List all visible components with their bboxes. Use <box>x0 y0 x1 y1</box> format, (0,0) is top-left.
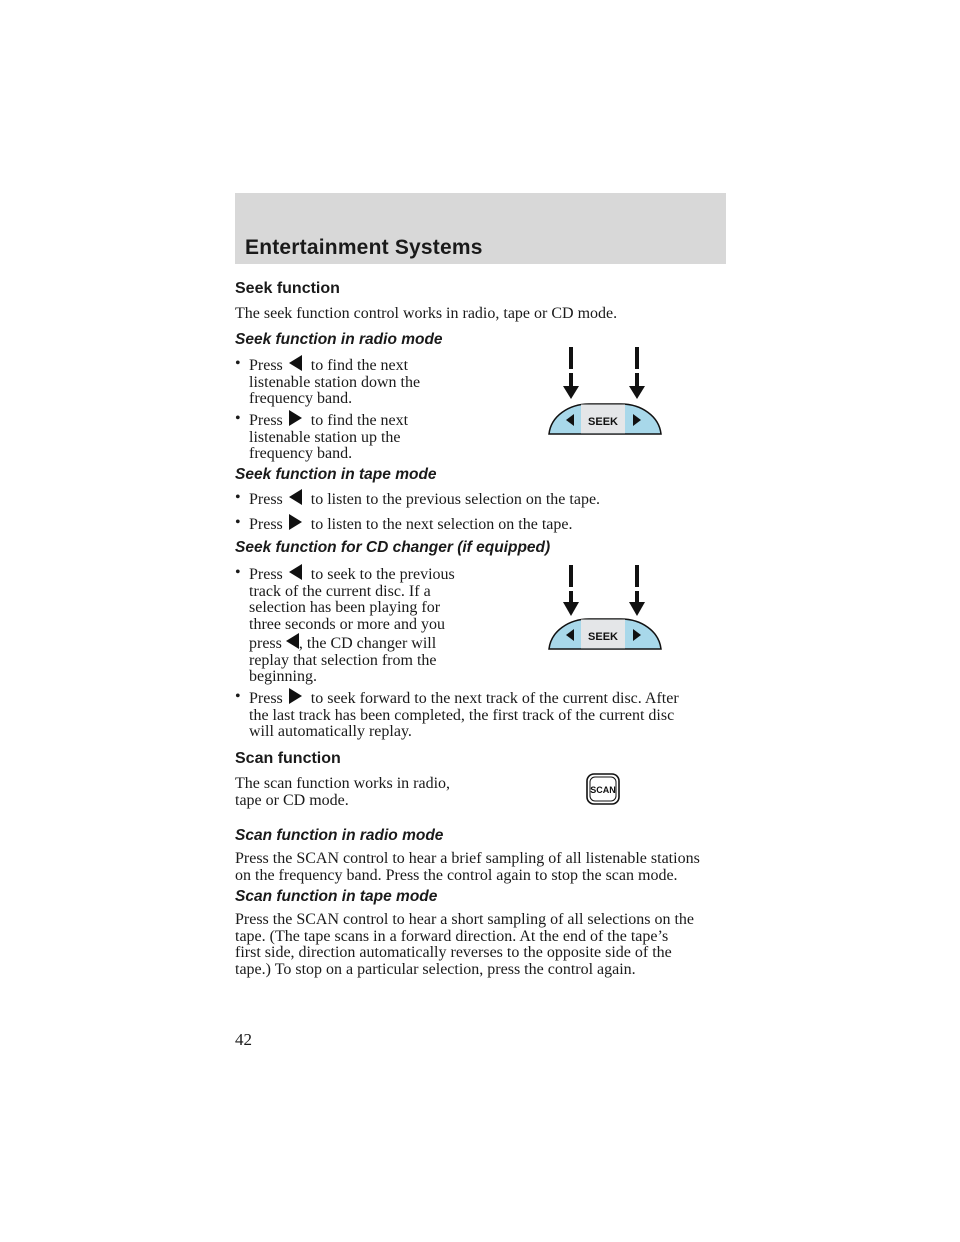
scan-intro: The scan function works in radio, tape or CD mode. <box>235 775 451 809</box>
section-title: Entertainment Systems <box>245 236 483 259</box>
seek-down-pointer-arrow-icon <box>563 565 579 616</box>
seek-button-figure-cd <box>543 555 668 655</box>
page-number: 42 <box>235 1030 252 1049</box>
seek-button-label: SEEK <box>588 631 618 643</box>
scan-radio-text: Press the SCAN control to hear a brief sampling of all listenable stations on the frequency band. Press the control again to stop the scan mode. <box>235 850 700 884</box>
seek-up-arrow-icon <box>289 514 302 530</box>
seek-up-pointer-arrow-icon <box>629 565 645 616</box>
seek-down-arrow-icon <box>286 633 299 649</box>
seek-down-arrow-icon <box>289 355 302 371</box>
seek-tape-heading: Seek function in tape mode <box>235 466 437 483</box>
scan-heading: Scan function <box>235 750 341 767</box>
seek-cd-heading: Seek function for CD changer (if equipped) <box>235 539 551 556</box>
seek-button-icon <box>549 404 661 434</box>
seek-up-arrow-icon <box>289 410 302 426</box>
seek-down-arrow-icon <box>289 489 302 505</box>
seek-down-pointer-arrow-icon <box>563 347 579 399</box>
seek-up-arrow-icon <box>289 688 302 704</box>
scan-button-icon <box>585 772 621 806</box>
seek-heading: Seek function <box>235 280 340 297</box>
scan-radio-heading: Scan function in radio mode <box>235 827 444 844</box>
seek-intro: The seek function control works in radio, tape or CD mode. <box>235 305 618 322</box>
scan-tape-text: Press the SCAN control to hear a short sampling of all selections on the tape. (The tape scans in a forward direction. At the end of the tape’s first side, direction automatically reverses to the opposite side of the tape.) To stop on a particular selection, press the control again. <box>235 911 695 978</box>
seek-button-label: SEEK <box>588 416 618 428</box>
seek-button-figure-radio <box>543 340 668 440</box>
header-band <box>235 193 726 264</box>
seek-radio-heading: Seek function in radio mode <box>235 331 443 348</box>
seek-down-arrow-icon <box>289 564 302 580</box>
scan-tape-heading: Scan function in tape mode <box>235 888 438 905</box>
scan-icon-label: SCAN <box>590 785 616 795</box>
seek-up-pointer-arrow-icon <box>629 347 645 399</box>
seek-button-icon <box>549 619 661 649</box>
